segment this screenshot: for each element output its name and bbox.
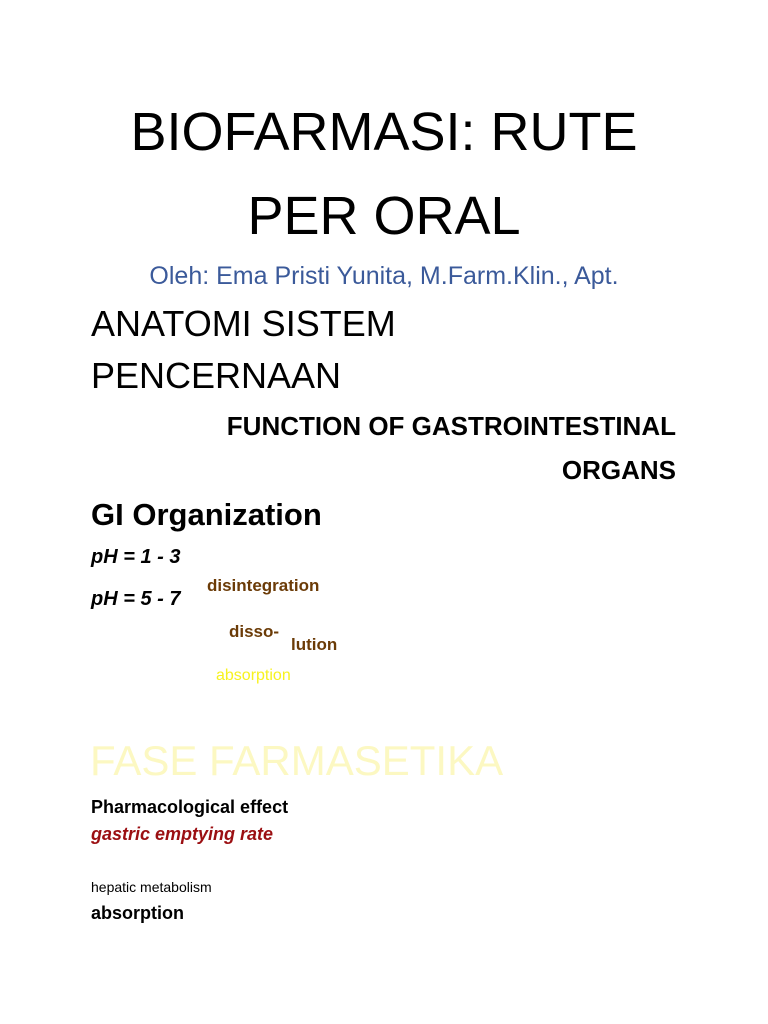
- ph-stomach-label: pH = 1 - 3: [91, 546, 181, 568]
- pharmacological-effect-label: Pharmacological effect: [91, 797, 289, 817]
- section-heading-line-2: PENCERNAAN: [91, 355, 342, 396]
- hepatic-metabolism-label: hepatic metabolism: [91, 879, 212, 895]
- title-line-2: PER ORAL: [247, 186, 521, 246]
- author-line: Oleh: Ema Pristi Yunita, M.Farm.Klin., Apt.: [149, 262, 619, 290]
- dissolution-label-part-1: disso-: [229, 622, 280, 641]
- ph-intestine-label: pH = 5 - 7: [91, 588, 181, 610]
- function-heading-line-2: ORGANS: [561, 455, 676, 485]
- absorption-highlight-label: absorption: [216, 667, 291, 684]
- section-heading-line-1: ANATOMI SISTEM: [91, 303, 396, 344]
- disintegration-label: disintegration: [207, 576, 320, 595]
- function-heading-line-1: FUNCTION OF GASTROINTESTINAL: [226, 411, 676, 441]
- fase-farmasetika-heading: FASE FARMASETIKA: [90, 737, 504, 784]
- title-line-1: BIOFARMASI: RUTE: [130, 102, 638, 162]
- absorption-label: absorption: [91, 903, 184, 923]
- gi-organization-heading: GI Organization: [91, 497, 322, 532]
- dissolution-label-part-2: lution: [291, 635, 338, 654]
- gastric-emptying-label: gastric emptying rate: [91, 824, 274, 844]
